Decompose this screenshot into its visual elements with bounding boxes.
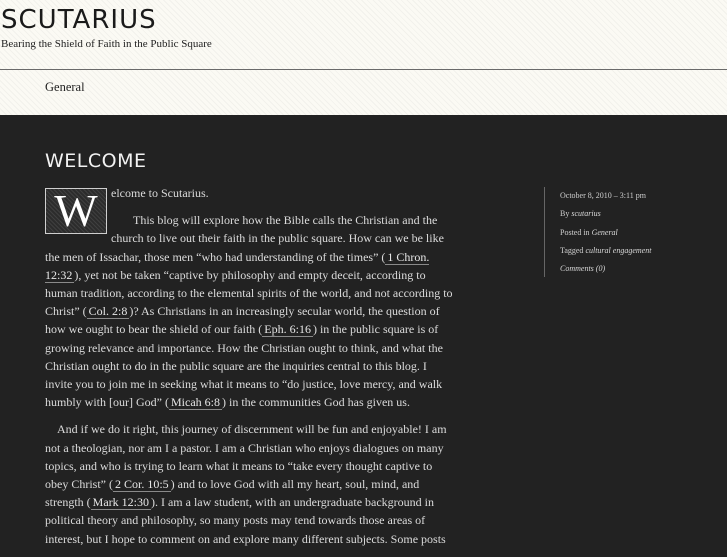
paragraph-1: W elcome to Scutarius.	[45, 184, 453, 202]
main-content	[0, 115, 727, 545]
scripture-link-mark[interactable]: Mark 12:30	[92, 495, 149, 510]
author-link[interactable]: scutarius	[571, 209, 601, 219]
dropcap-letter: W	[45, 188, 107, 234]
site-title[interactable]: SCUTARIUS	[1, 5, 157, 35]
post-category: Posted in General	[560, 227, 618, 237]
site-description: Bearing the Shield of Faith in the Public Square	[1, 38, 212, 50]
scripture-link-2-cor[interactable]: 2 Cor. 10:5	[115, 477, 169, 492]
category-link[interactable]: General	[591, 227, 618, 237]
scripture-link-eph[interactable]: Eph. 6:16	[264, 322, 311, 337]
post-meta	[544, 187, 714, 277]
post-author: By scutarius	[560, 209, 601, 219]
scripture-link-col[interactable]: Col. 2:8	[88, 304, 128, 319]
comments-link[interactable]: Comments (0)	[560, 264, 606, 274]
post-date: October 8, 2010 – 3:11 pm	[560, 191, 646, 200]
paragraph-2: This blog will explore how the Bible calls the Christian and the church to live out their faith in the public square. How can we be like the men of Issachar, those men “who had understanding of the times” ( 1 Chron. 12:32 ), yet not be taken “captive by philosophy and empty deceit, according to human tradition, according to the elemental spirits of the world, and not according to Christ” ( Col. 2:8 )? As Christians in an increasingly secular world, the question of how we ought to bear the shield of our faith ( Eph. 6:16 ) in the public square is of growing relevance and importance. How the Christian ought to think, and what the Christian ought to do in the public square are the inquiries central to this blog. I invite you to join me in seeking what it means to “do justice, love mercy, and walk humbly with [our] God” ( Micah 6:8 ) in the communities God has given us.	[45, 213, 453, 410]
post-comments	[560, 260, 714, 278]
post-body	[45, 184, 453, 557]
nav-item-general[interactable]: General	[45, 80, 85, 94]
post-tags: Tagged cultural engagement	[560, 245, 652, 255]
site-header	[0, 0, 727, 70]
nav-bar	[0, 70, 727, 115]
paragraph-3: And if we do it right, this journey of discernment will be fun and enjoyable! I am not a theologian, nor am I a pastor. I am a Christian who enjoys dialogues on many topics, and who is trying to learn what it means to “take every thought captive to obey Christ” ( 2 Cor. 10:5 ) and to love God with all my heart, soul, mind, and strength ( Mark 12:30 ). I am a law student, with an undergraduate background in political theory and philosophy, so many posts may tend towards those areas of interest, but I hope to comment on and explore many different subjects. Some posts	[45, 422, 447, 546]
tag-link[interactable]: cultural engagement	[585, 245, 652, 255]
scripture-link-micah[interactable]: Micah 6:8	[170, 395, 220, 410]
scripture-link-1-chron[interactable]: 1 Chron. 12:32	[45, 249, 430, 282]
post-title[interactable]: WELCOME	[45, 150, 147, 172]
